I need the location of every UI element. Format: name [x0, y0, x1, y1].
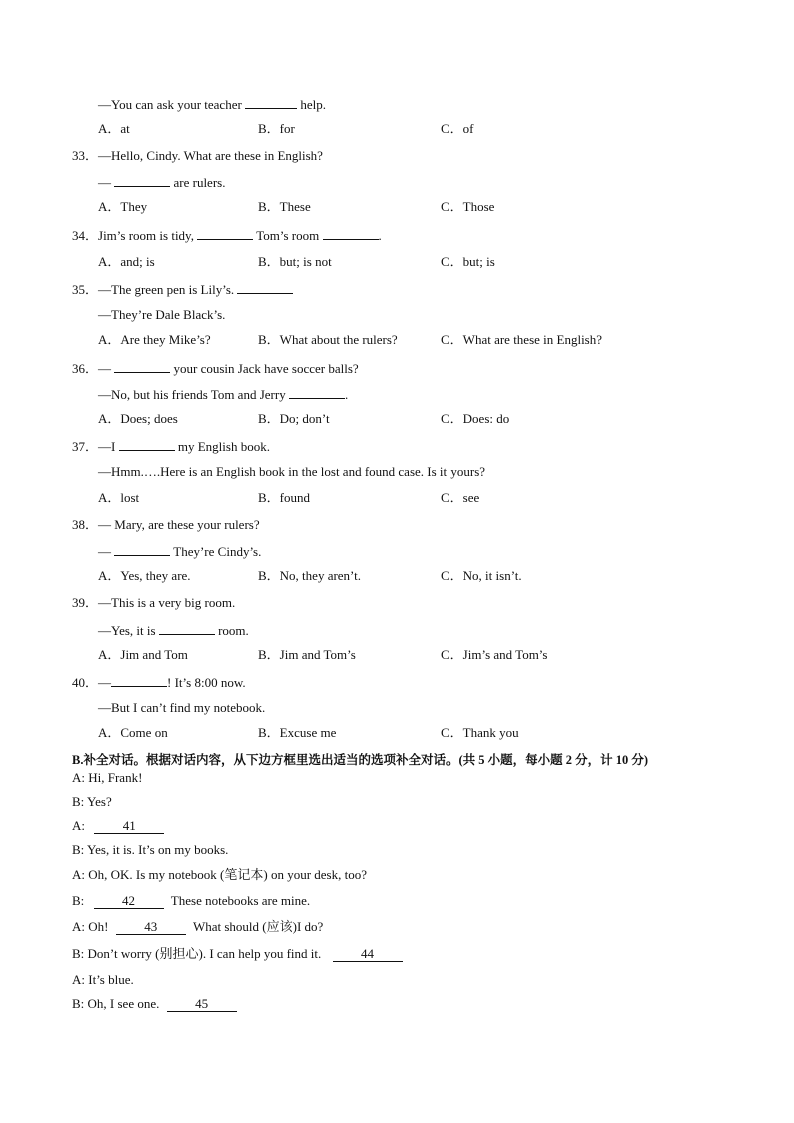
answer-blank-45: 45: [167, 997, 237, 1012]
option-c: C．Jim’s and Tom’s: [441, 647, 548, 662]
option-c: C．see: [441, 490, 480, 505]
q37-line1: 37．—I my English book.: [72, 439, 270, 454]
answer-blank-44: 44: [333, 947, 403, 962]
option-b: B．Do; don’t: [258, 411, 330, 426]
answer-blank: [111, 674, 167, 687]
q39-line2: —Yes, it is room.: [98, 623, 249, 638]
q33-line1: 33．—Hello, Cindy. What are these in English?: [72, 148, 323, 163]
dialogue-line: B: Yes, it is. It’s on my books.: [72, 842, 229, 857]
option-b: B．Excuse me: [258, 725, 337, 740]
option-a: A．Are they Mike’s?: [98, 332, 211, 347]
answer-blank: [237, 281, 293, 294]
answer-blank-43: 43: [116, 920, 186, 935]
answer-blank-42: 42: [94, 894, 164, 909]
q38-line2: — They’re Cindy’s.: [98, 544, 262, 559]
option-b: B．No, they aren’t.: [258, 568, 362, 583]
answer-blank: [114, 174, 170, 187]
option-b: B．What about the rulers?: [258, 332, 398, 347]
option-c: C．No, it isn’t.: [441, 568, 522, 583]
dialogue-line: A: Oh! 43 What should (应该)I do?: [72, 919, 324, 934]
dialogue-line: B: Don’t worry (别担心). I can help you find it. 44: [72, 946, 403, 962]
q37-line2: —Hmm.….Here is an English book in the lost and found case. Is it yours?: [98, 464, 486, 479]
option-a: A．They: [98, 199, 148, 214]
q40-line1: 40．— ! It’s 8:00 now.: [72, 675, 246, 690]
option-a: A．Jim and Tom: [98, 647, 188, 662]
answer-blank: [114, 360, 170, 373]
q35-line1: 35．—The green pen is Lily’s.: [72, 281, 293, 298]
dialogue-line: B: Yes?: [72, 794, 112, 809]
q39-line1: 39．—This is a very big room.: [72, 595, 236, 610]
option-b: B．for: [258, 121, 295, 136]
option-a: A．Yes, they are.: [98, 568, 191, 583]
q33-line2: — are rulers.: [98, 175, 226, 190]
q40-line2: —But I can’t find my notebook.: [98, 700, 266, 715]
dialogue-line: A: Oh, OK. Is my notebook (笔记本) on your desk, too?: [72, 867, 367, 882]
q36-line2: —No, but his friends Tom and Jerry .: [98, 387, 349, 402]
section-b-heading: B.补全对话。根据对话内容，从下边方框里选出适当的选项补全对话。(共 5 小题，每小题 2 分，计 10 分): [72, 753, 649, 767]
answer-blank: [289, 386, 345, 399]
option-b: B．Jim and Tom’s: [258, 647, 356, 662]
option-b: B．These: [258, 199, 311, 214]
option-b: B．found: [258, 490, 311, 505]
answer-blank: [197, 227, 253, 240]
answer-blank: [323, 227, 379, 240]
q32-line: —You can ask your teacher help.: [98, 97, 326, 112]
option-c: C．What are these in English?: [441, 332, 603, 347]
option-a: A．at: [98, 121, 130, 136]
option-a: A．and; is: [98, 254, 155, 269]
q38-line1: 38．— Mary, are these your rulers?: [72, 517, 260, 532]
option-c: C．of: [441, 121, 474, 136]
answer-blank: [245, 96, 297, 109]
option-c: C．Does: do: [441, 411, 510, 426]
dialogue-line: B: 42 These notebooks are mine.: [72, 893, 311, 908]
dialogue-line: A: Hi, Frank!: [72, 770, 143, 785]
option-a: A．lost: [98, 490, 140, 505]
dialogue-line: A: 41: [72, 818, 164, 834]
answer-blank: [119, 438, 175, 451]
option-c: C．Those: [441, 199, 495, 214]
answer-blank: [114, 543, 170, 556]
option-a: A．Does; does: [98, 411, 178, 426]
dialogue-line: B: Oh, I see one. 45: [72, 996, 237, 1012]
answer-blank-41: 41: [94, 819, 164, 834]
option-c: C．but; is: [441, 254, 495, 269]
q34-line1: 34．Jim’s room is tidy, Tom’s room .: [72, 228, 382, 243]
option-c: C．Thank you: [441, 725, 519, 740]
dialogue-line: A: It’s blue.: [72, 972, 134, 987]
answer-blank: [159, 622, 215, 635]
q36-line1: 36．— your cousin Jack have soccer balls?: [72, 361, 359, 376]
option-a: A．Come on: [98, 725, 168, 740]
option-b: B．but; is not: [258, 254, 332, 269]
q35-line2: —They’re Dale Black’s.: [98, 307, 226, 322]
